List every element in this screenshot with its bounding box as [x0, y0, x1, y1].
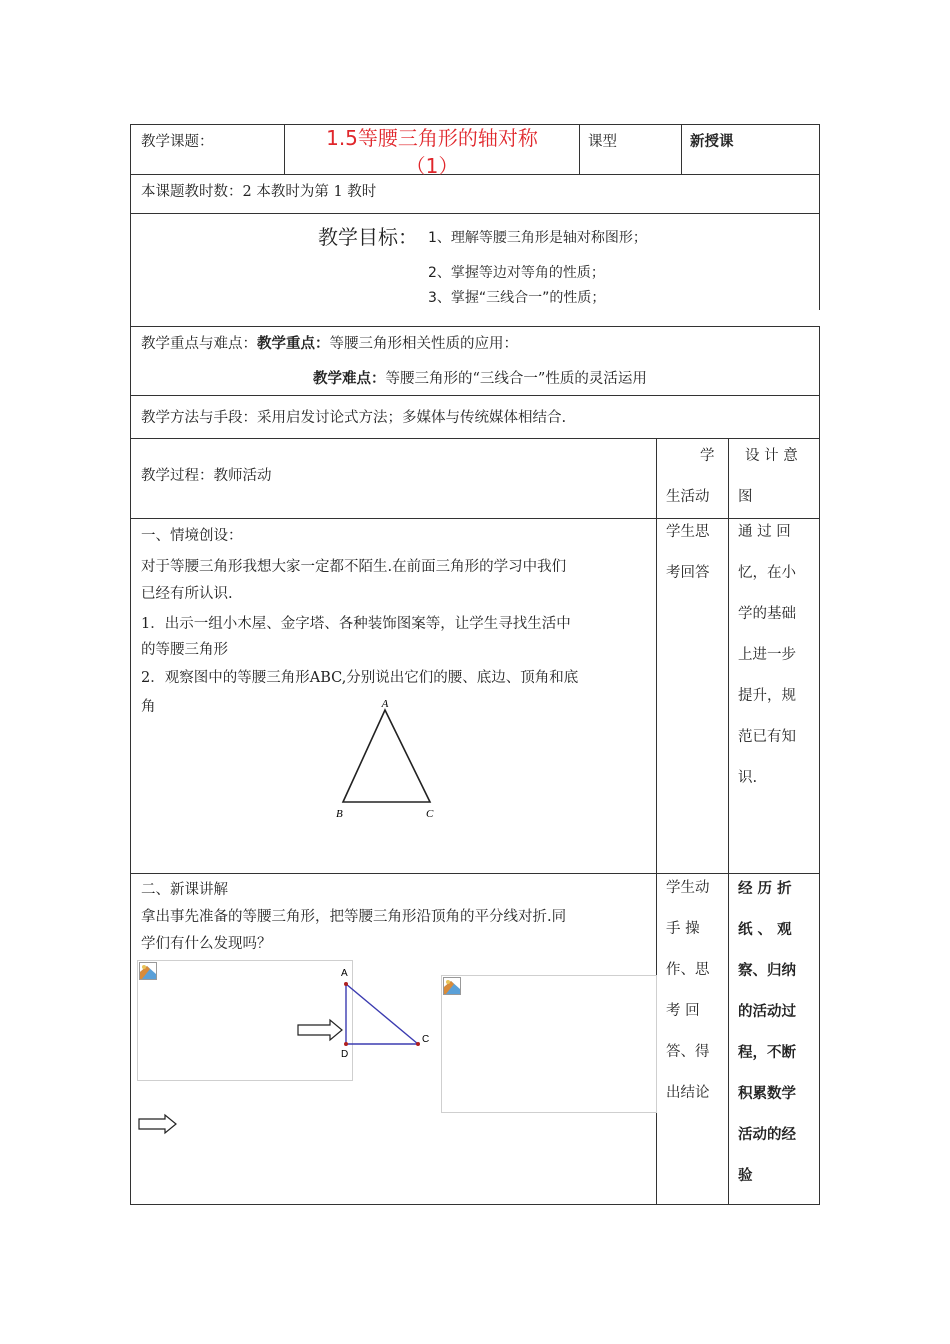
label-topic: 教学课题：: [141, 134, 214, 150]
process-design-header-b: 图: [738, 489, 753, 505]
section2-student-line: 学生动: [666, 880, 710, 896]
section2-design-line: 程，不断: [738, 1044, 796, 1061]
hours-text: 本课题教时数：2 本教时为第 1 教时: [141, 184, 377, 200]
triangle-label-b: B: [336, 808, 343, 820]
type-value: 新授课: [690, 133, 734, 150]
section1-design: [738, 512, 814, 799]
col-sep-p2: [728, 438, 729, 1204]
section2-student: [666, 868, 710, 1114]
section2-design-line: 纸 、 观: [738, 921, 792, 938]
section1-design-line: 学的基础: [738, 606, 796, 622]
row-sep-6: [130, 518, 820, 519]
row-sep-4: [130, 395, 820, 396]
section1-para1a: 对于等腰三角形我想大家一定都不陌生.在前面三角形的学习中我们: [141, 559, 567, 575]
keypoints-row: [141, 332, 518, 353]
section2-design: [738, 868, 814, 1196]
arrow-right-icon: [298, 1020, 342, 1040]
objective-2: 2、掌握等边对等角的性质；: [428, 265, 605, 281]
arrow-right-icon: [137, 1113, 179, 1135]
section2-design-line: 验: [738, 1167, 753, 1184]
section2-para-b: 学们有什么发现吗？: [141, 936, 272, 952]
triangle-label-a: A: [381, 698, 389, 710]
section1-item2a: 2．观察图中的等腰三角形ABC,分别说出它们的腰、底边、顶角和底: [141, 670, 579, 686]
keypoints-label: 教学重点与难点：: [141, 336, 257, 352]
section2-student-line: 出结论: [666, 1085, 710, 1101]
section1-item1b: 的等腰三角形: [141, 642, 228, 658]
row-sep-5: [130, 438, 820, 439]
section2-design-line: 经 历 折: [738, 880, 792, 897]
section1-student: [666, 512, 710, 594]
section2-student-line: 作、思: [666, 962, 710, 978]
section1-para1b: 已经有所认识.: [141, 586, 233, 602]
col-sep-h3: [681, 124, 682, 174]
table-border-bottom: [130, 1204, 820, 1205]
broken-image-icon: [139, 962, 157, 980]
method-text: 教学方法与手段：采用启发讨论式方法；多媒体与传统媒体相结合.: [141, 410, 567, 426]
image-placeholder-2: [441, 975, 657, 1113]
section1-student-line: 考回答: [666, 565, 710, 581]
row-sep-7: [130, 873, 820, 874]
key-label: 教学重点：: [257, 335, 330, 352]
row-sep-2: [130, 213, 820, 214]
section1-design-line: 识.: [738, 770, 758, 786]
process-student-header-a: 学: [700, 448, 715, 464]
objectives-heading: 教学目标：: [318, 225, 418, 249]
process-design-header-a: 设 计 意: [745, 448, 798, 464]
isosceles-triangle-figure: [330, 695, 440, 825]
lesson-title: [286, 124, 578, 180]
col-sep-h2: [579, 124, 580, 174]
fold-label-c: C: [422, 1034, 430, 1045]
difficulty-row: [313, 367, 647, 388]
process-student-header-b: 生活动: [666, 489, 710, 505]
section2-design-line: 积累数学: [738, 1085, 796, 1102]
table-border-left: [130, 124, 131, 1205]
lesson-title-line1: 1.5等腰三角形的轴对称: [326, 126, 538, 150]
section1-item2b: 角: [141, 699, 156, 715]
section2-design-line: 的活动过: [738, 1003, 796, 1020]
process-teacher-header: 教学过程：教师活动: [141, 468, 272, 484]
triangle-abc: [343, 710, 430, 802]
lesson-title-line2: （1）: [405, 154, 459, 178]
table-border-right-lower: [819, 326, 820, 1205]
section1-design-line: 通 过 回: [738, 524, 791, 540]
section2-student-line: 手 操: [666, 921, 700, 937]
col-sep-h1: [284, 124, 285, 174]
section1-design-line: 范已有知: [738, 729, 796, 745]
fold-label-d: D: [341, 1049, 349, 1060]
section1-design-line: 上进一步: [738, 647, 796, 663]
triangle-label-c: C: [426, 808, 434, 820]
section2-design-line: 察、归纳: [738, 962, 796, 979]
section1-student-line: 学生思: [666, 524, 710, 540]
right-triangle-adc: [346, 984, 418, 1044]
section2-design-line: 活动的经: [738, 1126, 796, 1143]
table-border-right: [819, 124, 820, 310]
key-text: 等腰三角形相关性质的应用：: [329, 336, 518, 352]
objective-3: 3、掌握“三线合一”的性质；: [428, 290, 606, 306]
section2-student-line: 考 回: [666, 1003, 700, 1019]
section2-para-a: 拿出事先准备的等腰三角形，把等腰三角形沿顶角的平分线对折.同: [141, 909, 567, 925]
section2-heading: 二、新课讲解: [141, 882, 228, 898]
row-sep-3: [130, 326, 820, 327]
section1-design-line: 忆，在小: [738, 565, 796, 581]
section2-student-line: 答、得: [666, 1044, 710, 1060]
difficulty-label: 教学难点：: [313, 370, 386, 387]
section1-heading: 一、情境创设：: [141, 528, 243, 544]
label-type: 课型: [588, 134, 617, 150]
fold-label-a: A: [341, 968, 348, 979]
difficulty-text: 等腰三角形的“三线合一”性质的灵活运用: [385, 371, 647, 387]
section1-design-line: 提升，规: [738, 688, 796, 704]
section1-item1a: 1．出示一组小木屋、金字塔、各种装饰图案等，让学生寻找生活中: [141, 616, 571, 632]
fold-figure: [290, 962, 435, 1067]
objective-1: 1、理解等腰三角形是轴对称图形；: [428, 230, 647, 246]
broken-image-icon: [443, 977, 461, 995]
